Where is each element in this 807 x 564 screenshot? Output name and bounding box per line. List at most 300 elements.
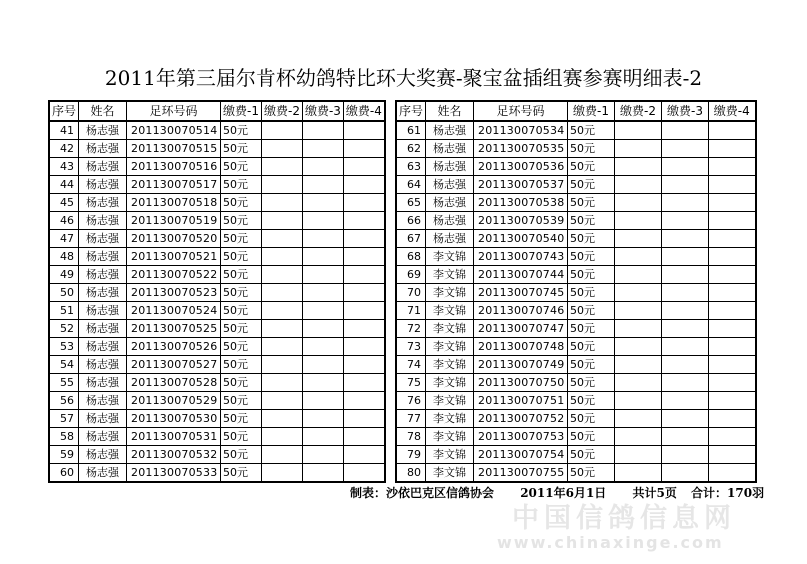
fee-1-cell: 50元: [221, 140, 262, 158]
fee-2-cell: [615, 140, 662, 158]
fee-3-cell: [662, 140, 709, 158]
fee-1-cell: 50元: [568, 266, 615, 284]
row-number-cell: 75: [396, 374, 426, 392]
fee-4-cell: [709, 464, 756, 483]
fee-1-cell: 50元: [221, 320, 262, 338]
fee-4-cell: [343, 248, 384, 266]
fee-3-cell: [302, 284, 343, 302]
participant-name-cell: 杨志强: [79, 374, 127, 392]
column-header: 足环号码: [127, 101, 221, 121]
total-text: 合计：170羽: [691, 486, 765, 500]
participant-name-cell: 杨志强: [79, 302, 127, 320]
row-number-cell: 47: [49, 230, 79, 248]
fee-2-cell: [261, 320, 302, 338]
fee-4-cell: [343, 320, 384, 338]
fee-1-cell: 50元: [221, 212, 262, 230]
fee-2-cell: [261, 374, 302, 392]
row-number-cell: 55: [49, 374, 79, 392]
row-number-cell: 41: [49, 121, 79, 140]
column-header: 缴费-2: [261, 101, 302, 121]
fee-1-cell: 50元: [221, 194, 262, 212]
table-row: [396, 302, 756, 320]
row-number-cell: 62: [396, 140, 426, 158]
table-row: [396, 374, 756, 392]
table-row: [49, 428, 385, 446]
ring-number-cell: 201130070518: [127, 194, 221, 212]
participant-name-cell: 杨志强: [79, 121, 127, 140]
participant-name-cell: 李文锦: [426, 356, 474, 374]
fee-4-cell: [343, 194, 384, 212]
row-number-cell: 64: [396, 176, 426, 194]
ring-number-cell: 201130070521: [127, 248, 221, 266]
fee-2-cell: [261, 121, 302, 140]
participant-name-cell: 李文锦: [426, 392, 474, 410]
participant-name-cell: 杨志强: [79, 266, 127, 284]
table-row: [396, 320, 756, 338]
ring-number-cell: 201130070751: [474, 392, 568, 410]
row-number-cell: 80: [396, 464, 426, 483]
fee-3-cell: [302, 338, 343, 356]
row-number-cell: 57: [49, 410, 79, 428]
header-row: [396, 101, 756, 121]
participant-name-cell: 杨志强: [79, 230, 127, 248]
ring-number-cell: 201130070525: [127, 320, 221, 338]
ring-number-cell: 201130070520: [127, 230, 221, 248]
fee-1-cell: 50元: [568, 284, 615, 302]
table-row: [49, 446, 385, 464]
ring-number-cell: 201130070540: [474, 230, 568, 248]
fee-1-cell: 50元: [568, 176, 615, 194]
fee-4-cell: [343, 302, 384, 320]
fee-2-cell: [615, 338, 662, 356]
fee-1-cell: 50元: [568, 428, 615, 446]
fee-2-cell: [261, 410, 302, 428]
row-number-cell: 60: [49, 464, 79, 483]
fee-1-cell: 50元: [221, 392, 262, 410]
fee-2-cell: [261, 356, 302, 374]
fee-4-cell: [709, 212, 756, 230]
row-number-cell: 48: [49, 248, 79, 266]
fee-1-cell: 50元: [221, 464, 262, 483]
header-row: [49, 101, 385, 121]
table-row: [396, 284, 756, 302]
row-number-cell: 54: [49, 356, 79, 374]
fee-4-cell: [343, 410, 384, 428]
participant-name-cell: 杨志强: [426, 140, 474, 158]
table-row: [396, 194, 756, 212]
participant-name-cell: 李文锦: [426, 302, 474, 320]
ring-number-cell: 201130070752: [474, 410, 568, 428]
entry-table-right: [395, 100, 757, 483]
ring-number-cell: 201130070516: [127, 158, 221, 176]
ring-number-cell: 201130070746: [474, 302, 568, 320]
fee-4-cell: [709, 248, 756, 266]
participant-name-cell: 杨志强: [79, 140, 127, 158]
table-row: [49, 338, 385, 356]
fee-1-cell: 50元: [568, 446, 615, 464]
column-header: 缴费-1: [221, 101, 262, 121]
fee-2-cell: [615, 266, 662, 284]
fee-4-cell: [343, 446, 384, 464]
participant-name-cell: 杨志强: [79, 320, 127, 338]
fee-3-cell: [302, 428, 343, 446]
table-row: [396, 428, 756, 446]
fee-3-cell: [302, 212, 343, 230]
fee-3-cell: [662, 212, 709, 230]
fee-2-cell: [261, 176, 302, 194]
fee-4-cell: [343, 140, 384, 158]
fee-1-cell: 50元: [568, 338, 615, 356]
fee-4-cell: [709, 140, 756, 158]
table-row: [49, 212, 385, 230]
fee-3-cell: [302, 446, 343, 464]
fee-1-cell: 50元: [221, 446, 262, 464]
fee-3-cell: [302, 248, 343, 266]
row-number-cell: 77: [396, 410, 426, 428]
fee-1-cell: 50元: [221, 338, 262, 356]
table-row: [396, 121, 756, 140]
row-number-cell: 71: [396, 302, 426, 320]
row-number-cell: 61: [396, 121, 426, 140]
ring-number-cell: 201130070535: [474, 140, 568, 158]
participant-name-cell: 杨志强: [426, 158, 474, 176]
participant-name-cell: 杨志强: [79, 356, 127, 374]
fee-4-cell: [343, 392, 384, 410]
fee-3-cell: [302, 410, 343, 428]
fee-1-cell: 50元: [568, 320, 615, 338]
fee-1-cell: 50元: [221, 230, 262, 248]
participant-name-cell: 杨志强: [426, 176, 474, 194]
fee-2-cell: [261, 302, 302, 320]
fee-4-cell: [343, 266, 384, 284]
ring-number-cell: 201130070749: [474, 356, 568, 374]
ring-number-cell: 201130070747: [474, 320, 568, 338]
fee-3-cell: [302, 266, 343, 284]
fee-3-cell: [662, 176, 709, 194]
fee-4-cell: [709, 356, 756, 374]
fee-1-cell: 50元: [221, 374, 262, 392]
row-number-cell: 43: [49, 158, 79, 176]
table-body: [49, 121, 385, 482]
fee-2-cell: [615, 248, 662, 266]
column-header: 姓名: [426, 101, 474, 121]
ring-number-cell: 201130070527: [127, 356, 221, 374]
ring-number-cell: 201130070517: [127, 176, 221, 194]
fee-3-cell: [302, 194, 343, 212]
row-number-cell: 52: [49, 320, 79, 338]
fee-3-cell: [302, 121, 343, 140]
fee-2-cell: [261, 464, 302, 483]
fee-1-cell: 50元: [568, 140, 615, 158]
participant-name-cell: 杨志强: [79, 446, 127, 464]
table-row: [49, 284, 385, 302]
table-row: [49, 230, 385, 248]
fee-3-cell: [302, 356, 343, 374]
fee-2-cell: [261, 248, 302, 266]
ring-number-cell: 201130070515: [127, 140, 221, 158]
fee-2-cell: [615, 158, 662, 176]
ring-number-cell: 201130070532: [127, 446, 221, 464]
row-number-cell: 50: [49, 284, 79, 302]
fee-1-cell: 50元: [568, 356, 615, 374]
table-row: [396, 446, 756, 464]
fee-3-cell: [662, 356, 709, 374]
participant-name-cell: 杨志强: [79, 410, 127, 428]
ring-number-cell: 201130070529: [127, 392, 221, 410]
fee-4-cell: [709, 158, 756, 176]
fee-2-cell: [261, 266, 302, 284]
fee-3-cell: [662, 266, 709, 284]
table-row: [49, 356, 385, 374]
fee-1-cell: 50元: [221, 266, 262, 284]
fee-2-cell: [261, 338, 302, 356]
fee-4-cell: [709, 230, 756, 248]
ring-number-cell: 201130070530: [127, 410, 221, 428]
fee-3-cell: [662, 230, 709, 248]
fee-3-cell: [662, 248, 709, 266]
table-row: [49, 464, 385, 483]
fee-1-cell: 50元: [568, 158, 615, 176]
fee-4-cell: [343, 212, 384, 230]
participant-name-cell: 杨志强: [79, 284, 127, 302]
fee-1-cell: 50元: [221, 121, 262, 140]
fee-2-cell: [261, 140, 302, 158]
fee-1-cell: 50元: [568, 248, 615, 266]
table-row: [49, 140, 385, 158]
column-header: 缴费-1: [568, 101, 615, 121]
ring-number-cell: 201130070753: [474, 428, 568, 446]
table-row: [49, 302, 385, 320]
participant-name-cell: 杨志强: [79, 248, 127, 266]
ring-number-cell: 201130070519: [127, 212, 221, 230]
table-row: [49, 410, 385, 428]
row-number-cell: 63: [396, 158, 426, 176]
fee-1-cell: 50元: [568, 230, 615, 248]
fee-2-cell: [261, 446, 302, 464]
row-number-cell: 76: [396, 392, 426, 410]
fee-3-cell: [302, 320, 343, 338]
row-number-cell: 45: [49, 194, 79, 212]
fee-3-cell: [662, 121, 709, 140]
row-number-cell: 70: [396, 284, 426, 302]
fee-3-cell: [662, 302, 709, 320]
table-row: [396, 392, 756, 410]
table-row: [49, 374, 385, 392]
fee-3-cell: [662, 284, 709, 302]
row-number-cell: 59: [49, 446, 79, 464]
participant-name-cell: 李文锦: [426, 464, 474, 483]
column-header: 缴费-4: [709, 101, 756, 121]
fee-4-cell: [709, 284, 756, 302]
participant-name-cell: 李文锦: [426, 338, 474, 356]
fee-3-cell: [662, 392, 709, 410]
column-header: 足环号码: [474, 101, 568, 121]
ring-number-cell: 201130070537: [474, 176, 568, 194]
fee-4-cell: [709, 410, 756, 428]
participant-name-cell: 李文锦: [426, 284, 474, 302]
participant-name-cell: 李文锦: [426, 374, 474, 392]
fee-4-cell: [709, 176, 756, 194]
fee-3-cell: [662, 374, 709, 392]
participant-name-cell: 李文锦: [426, 248, 474, 266]
fee-4-cell: [343, 121, 384, 140]
fee-4-cell: [343, 338, 384, 356]
fee-2-cell: [261, 284, 302, 302]
fee-4-cell: [343, 158, 384, 176]
fee-1-cell: 50元: [568, 302, 615, 320]
fee-1-cell: 50元: [221, 158, 262, 176]
row-number-cell: 67: [396, 230, 426, 248]
table-row: [49, 121, 385, 140]
entry-table-left: [48, 100, 386, 483]
fee-3-cell: [302, 158, 343, 176]
fee-4-cell: [343, 284, 384, 302]
table-row: [49, 266, 385, 284]
row-number-cell: 78: [396, 428, 426, 446]
fee-1-cell: 50元: [568, 121, 615, 140]
fee-4-cell: [709, 266, 756, 284]
table-body: [396, 121, 756, 482]
fee-2-cell: [261, 428, 302, 446]
fee-2-cell: [615, 284, 662, 302]
ring-number-cell: 201130070748: [474, 338, 568, 356]
ring-number-cell: 201130070743: [474, 248, 568, 266]
participant-name-cell: 李文锦: [426, 410, 474, 428]
ring-number-cell: 201130070523: [127, 284, 221, 302]
row-number-cell: 65: [396, 194, 426, 212]
fee-2-cell: [261, 212, 302, 230]
fee-4-cell: [343, 176, 384, 194]
fee-2-cell: [615, 302, 662, 320]
ring-number-cell: 201130070744: [474, 266, 568, 284]
ring-number-cell: 201130070536: [474, 158, 568, 176]
participant-name-cell: 李文锦: [426, 266, 474, 284]
row-number-cell: 58: [49, 428, 79, 446]
fee-4-cell: [709, 194, 756, 212]
table-row: [49, 392, 385, 410]
ring-number-cell: 201130070533: [127, 464, 221, 483]
table-row: [49, 194, 385, 212]
row-number-cell: 44: [49, 176, 79, 194]
fee-1-cell: 50元: [568, 392, 615, 410]
fee-1-cell: 50元: [221, 410, 262, 428]
ring-number-cell: 201130070538: [474, 194, 568, 212]
fee-3-cell: [662, 338, 709, 356]
fee-2-cell: [261, 230, 302, 248]
participant-name-cell: 杨志强: [79, 464, 127, 483]
participant-name-cell: 杨志强: [79, 212, 127, 230]
fee-1-cell: 50元: [221, 302, 262, 320]
fee-2-cell: [615, 356, 662, 374]
column-header: 缴费-3: [662, 101, 709, 121]
fee-2-cell: [615, 320, 662, 338]
row-number-cell: 68: [396, 248, 426, 266]
fee-1-cell: 50元: [568, 212, 615, 230]
fee-2-cell: [615, 464, 662, 483]
fee-3-cell: [662, 446, 709, 464]
column-header: 姓名: [79, 101, 127, 121]
ring-number-cell: 201130070745: [474, 284, 568, 302]
fee-1-cell: 50元: [221, 248, 262, 266]
page-title: 2011年第三届尔肯杯幼鸽特比环大奖赛-聚宝盆插组赛参赛明细表-2: [104, 66, 703, 90]
column-header: 序号: [396, 101, 426, 121]
fee-3-cell: [302, 140, 343, 158]
ring-number-cell: 201130070755: [474, 464, 568, 483]
fee-1-cell: 50元: [568, 410, 615, 428]
date-text: 2011年6月1日: [520, 486, 607, 500]
fee-3-cell: [662, 428, 709, 446]
fee-2-cell: [615, 428, 662, 446]
ring-number-cell: 201130070531: [127, 428, 221, 446]
ring-number-cell: 201130070750: [474, 374, 568, 392]
fee-3-cell: [302, 392, 343, 410]
fee-2-cell: [615, 230, 662, 248]
fee-1-cell: 50元: [221, 284, 262, 302]
ring-number-cell: 201130070526: [127, 338, 221, 356]
fee-2-cell: [615, 392, 662, 410]
fee-2-cell: [615, 446, 662, 464]
row-number-cell: 69: [396, 266, 426, 284]
fee-4-cell: [709, 121, 756, 140]
row-number-cell: 72: [396, 320, 426, 338]
table-row: [396, 248, 756, 266]
fee-4-cell: [709, 374, 756, 392]
fee-3-cell: [302, 230, 343, 248]
pages-text: 共计5页: [632, 486, 677, 500]
fee-4-cell: [343, 464, 384, 483]
fee-4-cell: [709, 338, 756, 356]
fee-4-cell: [709, 446, 756, 464]
column-header: 序号: [49, 101, 79, 121]
fee-3-cell: [302, 464, 343, 483]
watermark-logo-text: 中国信鸽信息网: [512, 503, 736, 534]
fee-4-cell: [343, 374, 384, 392]
fee-2-cell: [261, 392, 302, 410]
row-number-cell: 79: [396, 446, 426, 464]
ring-number-cell: 201130070522: [127, 266, 221, 284]
column-header: 缴费-2: [615, 101, 662, 121]
fee-3-cell: [302, 374, 343, 392]
table-row: [396, 266, 756, 284]
fee-4-cell: [709, 428, 756, 446]
fee-2-cell: [615, 212, 662, 230]
fee-1-cell: 50元: [568, 194, 615, 212]
participant-name-cell: 李文锦: [426, 320, 474, 338]
participant-name-cell: 杨志强: [426, 230, 474, 248]
fee-1-cell: 50元: [568, 464, 615, 483]
participant-name-cell: 杨志强: [79, 392, 127, 410]
fee-2-cell: [615, 374, 662, 392]
fee-3-cell: [662, 464, 709, 483]
table-row: [49, 248, 385, 266]
participant-name-cell: 杨志强: [426, 194, 474, 212]
row-number-cell: 73: [396, 338, 426, 356]
fee-4-cell: [709, 392, 756, 410]
table-row: [49, 320, 385, 338]
row-number-cell: 56: [49, 392, 79, 410]
participant-name-cell: 杨志强: [426, 121, 474, 140]
fee-4-cell: [343, 230, 384, 248]
fee-4-cell: [343, 428, 384, 446]
fee-2-cell: [615, 194, 662, 212]
participant-name-cell: 杨志强: [79, 158, 127, 176]
table-row: [49, 158, 385, 176]
participant-name-cell: 杨志强: [426, 212, 474, 230]
table-row: [396, 176, 756, 194]
fee-2-cell: [261, 194, 302, 212]
table-row: [396, 212, 756, 230]
fee-1-cell: 50元: [221, 428, 262, 446]
